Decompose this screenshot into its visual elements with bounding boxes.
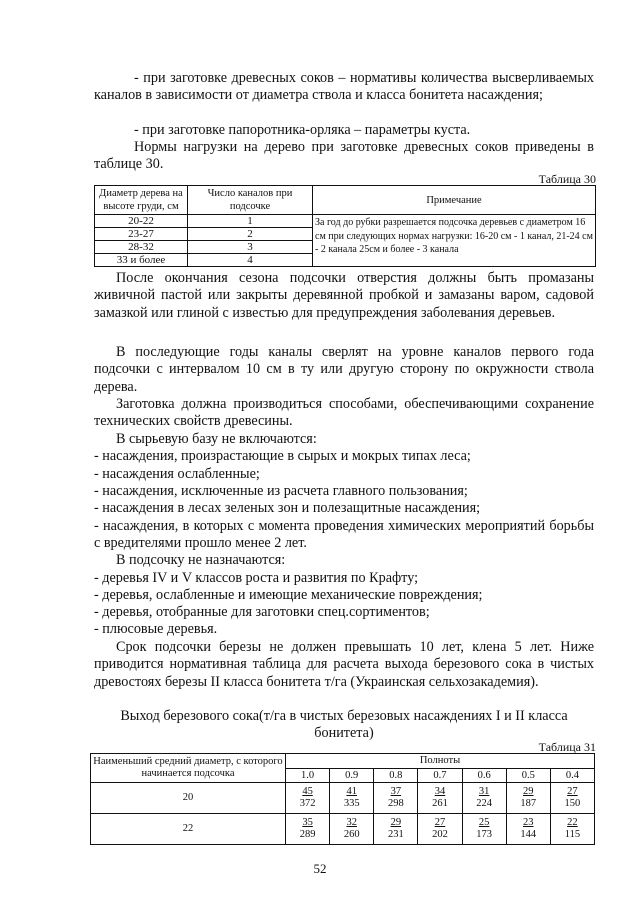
list-item: - деревья IV и V классов роста и развития по Крафту; <box>94 570 419 586</box>
table-caption: Таблица 30 <box>538 172 596 186</box>
table-cell: $\frac{27}{202}$ <box>418 814 462 845</box>
paragraph: В последующие годы каналы сверлят на уровне каналов первого года подсочки с интервалом 10 см в ту или другую сторону по окружности ствола дерева. <box>94 344 594 395</box>
table-row <box>95 215 596 228</box>
density-header: 0.9 <box>330 769 374 783</box>
list-item: - деревья, ослабленные и имеющие механические повреждения; <box>94 587 483 603</box>
table-cell: 4 <box>188 254 313 267</box>
table-cell: 1 <box>188 215 313 228</box>
paragraph: После окончания сезона подсочки отверстия должны быть промазаны живичной пастой или закрыты деревянной пробкой и замазаны варом, садовой замазкой или глиной с известью для предупреждения заболевания деревьев. <box>94 270 594 321</box>
table-cell: $\frac{34}{261}$ <box>418 783 462 814</box>
table-cell: $\frac{25}{173}$ <box>462 814 506 845</box>
table-cell: $\frac{41}{335}$ <box>330 783 374 814</box>
table-cell: $\frac{27}{150}$ <box>550 783 594 814</box>
table-cell: $\frac{37}{298}$ <box>374 783 418 814</box>
table-cell: $\frac{45}{372}$ <box>286 783 330 814</box>
table-cell: $\frac{29}{187}$ <box>506 783 550 814</box>
note-cell: За год до рубки разрешается подсочка деревьев с диаметром 16 см при следующих нормах нагрузки: 16-20 см - 1 канал, 21-24 см - 2 канала 25см и более - 3 канала <box>313 215 596 267</box>
paragraph: Срок подсочки березы не должен превышать 10 лет, клена 5 лет. Ниже приводится нормативная таблица для расчета выхода березового сока в чистых древостоях березы II класса бонитета т/га (Украинская сельхозакадемия). <box>94 639 594 690</box>
column-header: Число каналов при подсочке <box>188 186 313 215</box>
diameter-cell: 20 <box>91 783 286 814</box>
column-header-group: Полноты <box>286 754 595 769</box>
table-title: Выход березового сока(т/га в чистых березовых насаждениях I и II класса бонитета) <box>120 708 568 741</box>
density-header: 0.5 <box>506 769 550 783</box>
table-cell: 33 и более <box>95 254 188 267</box>
table-cell: $\frac{31}{224}$ <box>462 783 506 814</box>
table-row <box>91 814 595 845</box>
list-item: - плюсовые деревья. <box>94 621 218 637</box>
table-cell: 2 <box>188 228 313 241</box>
text-line: Нормы нагрузки на дерево при заготовке древесных соков приведены в таблице 30. <box>94 139 594 173</box>
density-header: 0.7 <box>418 769 462 783</box>
norms-table <box>94 185 596 267</box>
diameter-cell: 22 <box>91 814 286 845</box>
table-cell: 23-27 <box>95 228 188 241</box>
table-caption: Таблица 31 <box>538 740 596 754</box>
text-line: - при заготовке древесных соков – нормативы количества высверливаемых каналов в зависимости от диаметра ствола и класса бонитета насаждения; <box>94 70 594 104</box>
list-item: - насаждения в лесах зеленых зон и полезащитные насаждения; <box>94 500 481 516</box>
paragraph: Заготовка должна производиться способами, обеспечивающими сохранение технических свойств древесины. <box>94 396 594 430</box>
density-header: 0.8 <box>374 769 418 783</box>
list-item: - насаждения ослабленные; <box>94 466 260 482</box>
paragraph: В подсочку не назначаются: <box>116 552 286 568</box>
page-number: 52 <box>313 861 327 876</box>
table-cell: $\frac{22}{115}$ <box>550 814 594 845</box>
density-header: 0.4 <box>550 769 594 783</box>
density-header: 0.6 <box>462 769 506 783</box>
paragraph: В сырьевую базу не включаются: <box>116 431 317 447</box>
column-header: Наименьший средний диаметр, с которого начинается подсочка <box>91 754 286 783</box>
column-header: Примечание <box>313 186 596 215</box>
table-cell: $\frac{35}{289}$ <box>286 814 330 845</box>
list-item: - деревья, отобранные для заготовки спец.сортиментов; <box>94 604 430 620</box>
table-cell: 20-22 <box>95 215 188 228</box>
list-item: - насаждения, в которых с момента проведения химических мероприятий борьбы с вредителями прошло менее 2 лет. <box>94 518 594 552</box>
table-cell: $\frac{32}{260}$ <box>330 814 374 845</box>
list-item: - насаждения, исключенные из расчета главного пользования; <box>94 483 468 499</box>
text-line: - при заготовке папоротника-орляка – параметры куста. <box>134 122 471 138</box>
table-cell: $\frac{29}{231}$ <box>374 814 418 845</box>
table-row <box>91 783 595 814</box>
column-header: Диаметр дерева на высоте груди, см <box>95 186 188 215</box>
sap-yield-table <box>90 753 595 845</box>
table-cell: 28-32 <box>95 241 188 254</box>
table-cell: 3 <box>188 241 313 254</box>
table-cell: $\frac{23}{144}$ <box>506 814 550 845</box>
list-item: - насаждения, произрастающие в сырых и мокрых типах леса; <box>94 448 471 464</box>
density-header: 1.0 <box>286 769 330 783</box>
